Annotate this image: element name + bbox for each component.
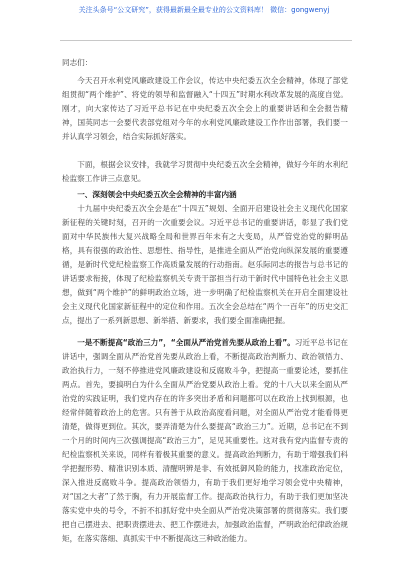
section-heading-1: 一、深刻领会中央纪委五次全会精神的丰富内涵 [77,190,237,199]
paragraph-3: 十九届中央纪委五次全会是在“十四五”规划、全面开启建设社会主义现代化国家新征程的关键时刻，召开的一次重要会议。习近平总书记的重要讲话，彰显了我们党面对中华民族伟大复兴战略全局和世界百年未有之大变局，从严管党治党的鲜明品格，具有很强的政治性、思想性、指导性，是推进全面从严治党向纵深发展的重要遵循，是新时代党纪检监察工作高质量发展的行动指南。赵乐际同志的报告与总书记的讲话要求衔接，体现了纪检监察机关专责干部担当行动干新时代中国特色社会主义思想，做到“两个维护”的鲜明政治立场，进一步明确了纪检监察机关在开启全面建设社会主义现代化国家新征程中的定位和作用。五次全会总结在“两个一百年”的历史交汇点，提出了一系列新思想、新举措、新要求，我们要全面准确把握。 [62,204,348,325]
greeting: 同志们： [62,58,93,67]
document-body [62,56,348,546]
paragraph-2: 下面，根据会议安排，我就学习贯彻中央纪委五次全会精神，做好今年的水利纪检监察工作讲三点意见。 [62,160,348,183]
paragraph-4-text: 习近平总书记在讲话中，强调全面从严治党首先要从政治上看，不断提高政治判断力、政治领悟力、政治执行力，一刻不停推进党风廉政建设和反腐败斗争，把提高一重要论述，要抓住两点。首先，要搞明白为什么全面从严治党要从政治上看。党的十八大以来全面从严治党的实践证明，我们党内存在的许多突出矛盾和问题都可以在政治上找到根源，也经常伴随着政治上的危害。只有善于从政治高度看问题，对全面从严治党才能看得更清楚，做得更到位。其次，要弄清楚为什么要提高“政治三力”。近期，总书记在不到一个月的时间内三次强调提高“政治三力”，足见其重要性。这对我有党内监督专责的纪检监察机关来说，同样有着极其重要的意义。提高政治判断力，有助于增强我们科学把握形势、精准识别本质、清醒明辨是非、有效抵御风险的能力，找准政治定位，深入推进反腐败斗争。提高政治领悟力，有助于我们更好地学习领会党中央精神，对“国之大者”了然于胸，有力开展监督工作。提高政治执行力，有助于我们更加坚决落实党中央的号令，不折不扣抓好党中央全面从严治党决策部署的贯彻落实。我们要把自己摆进去、把职责摆进去、把工作摆进去，加强政治监督，严明政治纪律政治规矩，在落实落细、真抓实干中不断提高这三种政治能力。 [62,338,348,543]
paragraph-4 [62,336,348,546]
paragraph-1: 今天召开水利党风廉政建设工作会议，传达中央纪委五次全会精神，体现了部党组贯彻“两个维护”、将党的领导和监督融入“十四五”时期水利改革发展的高度自觉。刚才，向大家传达了习近平总书记在中央纪委五次全会上的重要讲话和全会报告精神，国英同志一会要代表部党组对今年的水利党风廉政建设工作作出部署，我们要一并认真学习领会，结合实际抓好落实。 [62,76,348,141]
header-divider [60,40,352,41]
paragraph-4-lead: 一是不断提高“政治三力”，“全面从严治党首先要从政治上看”。 [77,338,295,347]
header-banner: 关注头条号“公文研究”，获得最新最全最专业的公文资料库！ 微信：gongwenyj [78,6,330,14]
